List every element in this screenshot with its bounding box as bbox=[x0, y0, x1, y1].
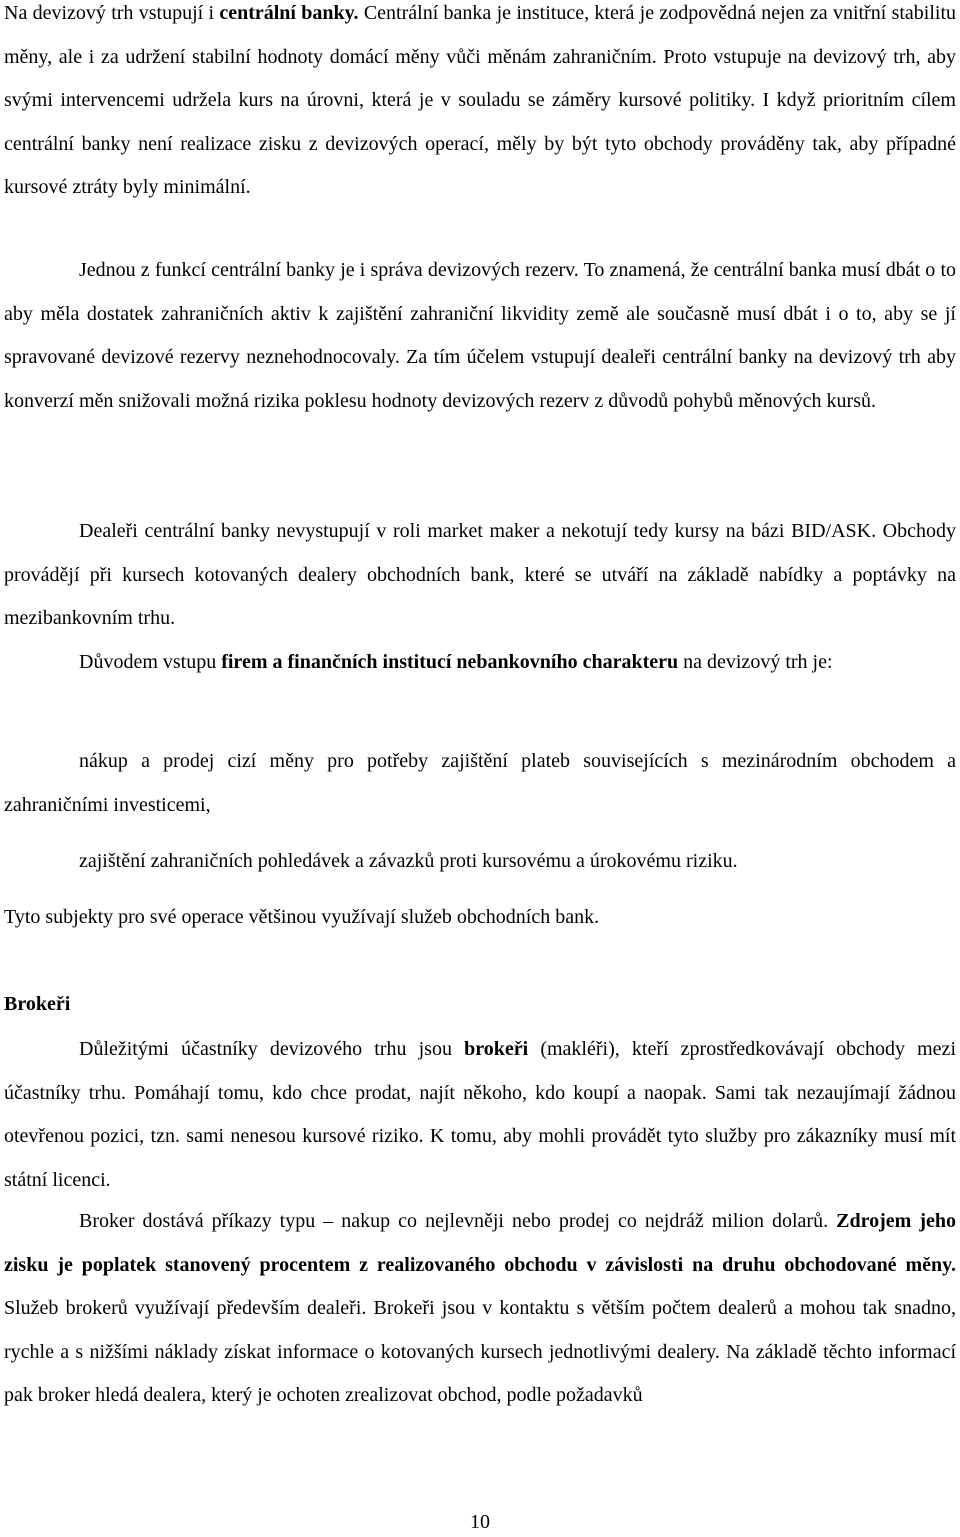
paragraph-reserves: Jednou z funkcí centrální banky je i správa devizových rezerv. To znamená, že centrální banka musí dbát o to aby měla dostatek zahraničních aktiv k zajištění zahraniční likvidity země ale současně musí dbát i o to, aby se jí spravované devizové rezervy neznehodnocovaly. Za tím účelem vstupují dealeři centrální banky na devizový trh aby konverzí měn snižovali možná rizika poklesu hodnoty devizových rezerv z důvodů pohybů měnových kursů. bbox=[4, 259, 956, 412]
text-run: (makléři), kteří zprostředkovávají obchody mezi účastníky trhu. Pomáhají tomu, kdo chce prodat, najít někoho, kdo koupí a naopak. Sami tak nezaujímají žádnou otevřenou pozici, tzn. sami nenesou kursové riziko. K tomu, aby mohli provádět tyto služby pro zákazníky musí mít státní licenci. bbox=[4, 1038, 956, 1191]
paragraph-dealers: Dealeři centrální banky nevystupují v roli market maker a nekotují tedy kursy na bázi BID/ASK. Obchody provádějí při kursech kotovaných dealery obchodních bank, které se utváří na základě nabídky a poptávky na mezibankovním trhu. bbox=[4, 520, 956, 629]
text-run: Na devizový trh vstupují i bbox=[4, 2, 220, 24]
text-run: na devizový trh je: bbox=[678, 651, 833, 673]
bold-run: Zdrojem jeho zisku je poplatek stanovený procentem z realizovaného obchodu v závislosti na druhu obchodované měny. bbox=[4, 1210, 956, 1276]
text-run: Důvodem vstupu bbox=[79, 651, 222, 673]
bold-run: brokeři bbox=[464, 1038, 529, 1060]
text-run: Důležitými účastníky devizového trhu jsou bbox=[79, 1038, 465, 1060]
list-item-purchase: nákup a prodej cizí měny pro potřeby zajištění plateb souvisejících s mezinárodním obchodem a zahraničními investicemi, bbox=[4, 750, 956, 816]
page-number: 10 bbox=[470, 1511, 490, 1533]
list-item-hedging: zajištění zahraničních pohledávek a závazků proti kursovému a úrokovému riziku. bbox=[79, 850, 738, 872]
paragraph-central-banks bbox=[4, 0, 956, 210]
text-run: Broker dostává příkazy typu – nakup co nejlevněji nebo prodej co nejdráž milion dolarů. bbox=[79, 1210, 837, 1232]
paragraph-brokers bbox=[4, 1028, 956, 1202]
text-run: Služeb brokerů využívají především dealeři. Brokeři jsou v kontaktu s větším počtem dealerů a mohou tak snadno, rychle a s nižšími náklady získat informace o kotovaných kursech jednotlivými dealery. Na základě těchto informací pak broker hledá dealera, který je ochoten zrealizovat obchod, podle požadavků bbox=[4, 1297, 956, 1406]
section-heading-brokers: Brokeři bbox=[4, 993, 71, 1015]
bold-run: firem a finančních institucí nebankovního charakteru bbox=[221, 651, 679, 673]
paragraph-firms bbox=[4, 641, 956, 685]
text-run: Centrální banka je instituce, která je zodpovědná nejen za vnitřní stabilitu měny, ale i za udržení stabilní hodnoty domácí měny vůči měnám zahraničním. Proto vstupuje na devizový trh, aby svými intervencemi udržela kurs na úrovni, která je v souladu se záměry kursové politiky. I když prioritním cílem centrální banky není realizace zisku z devizových operací, měly by být tyto obchody prováděny tak, aby případné kursové ztráty byly minimální. bbox=[4, 2, 957, 198]
paragraph-broker-orders bbox=[4, 1200, 956, 1418]
bold-run: centrální banky. bbox=[219, 2, 359, 24]
paragraph-subjects: Tyto subjekty pro své operace většinou využívají služeb obchodních bank. bbox=[4, 906, 600, 928]
